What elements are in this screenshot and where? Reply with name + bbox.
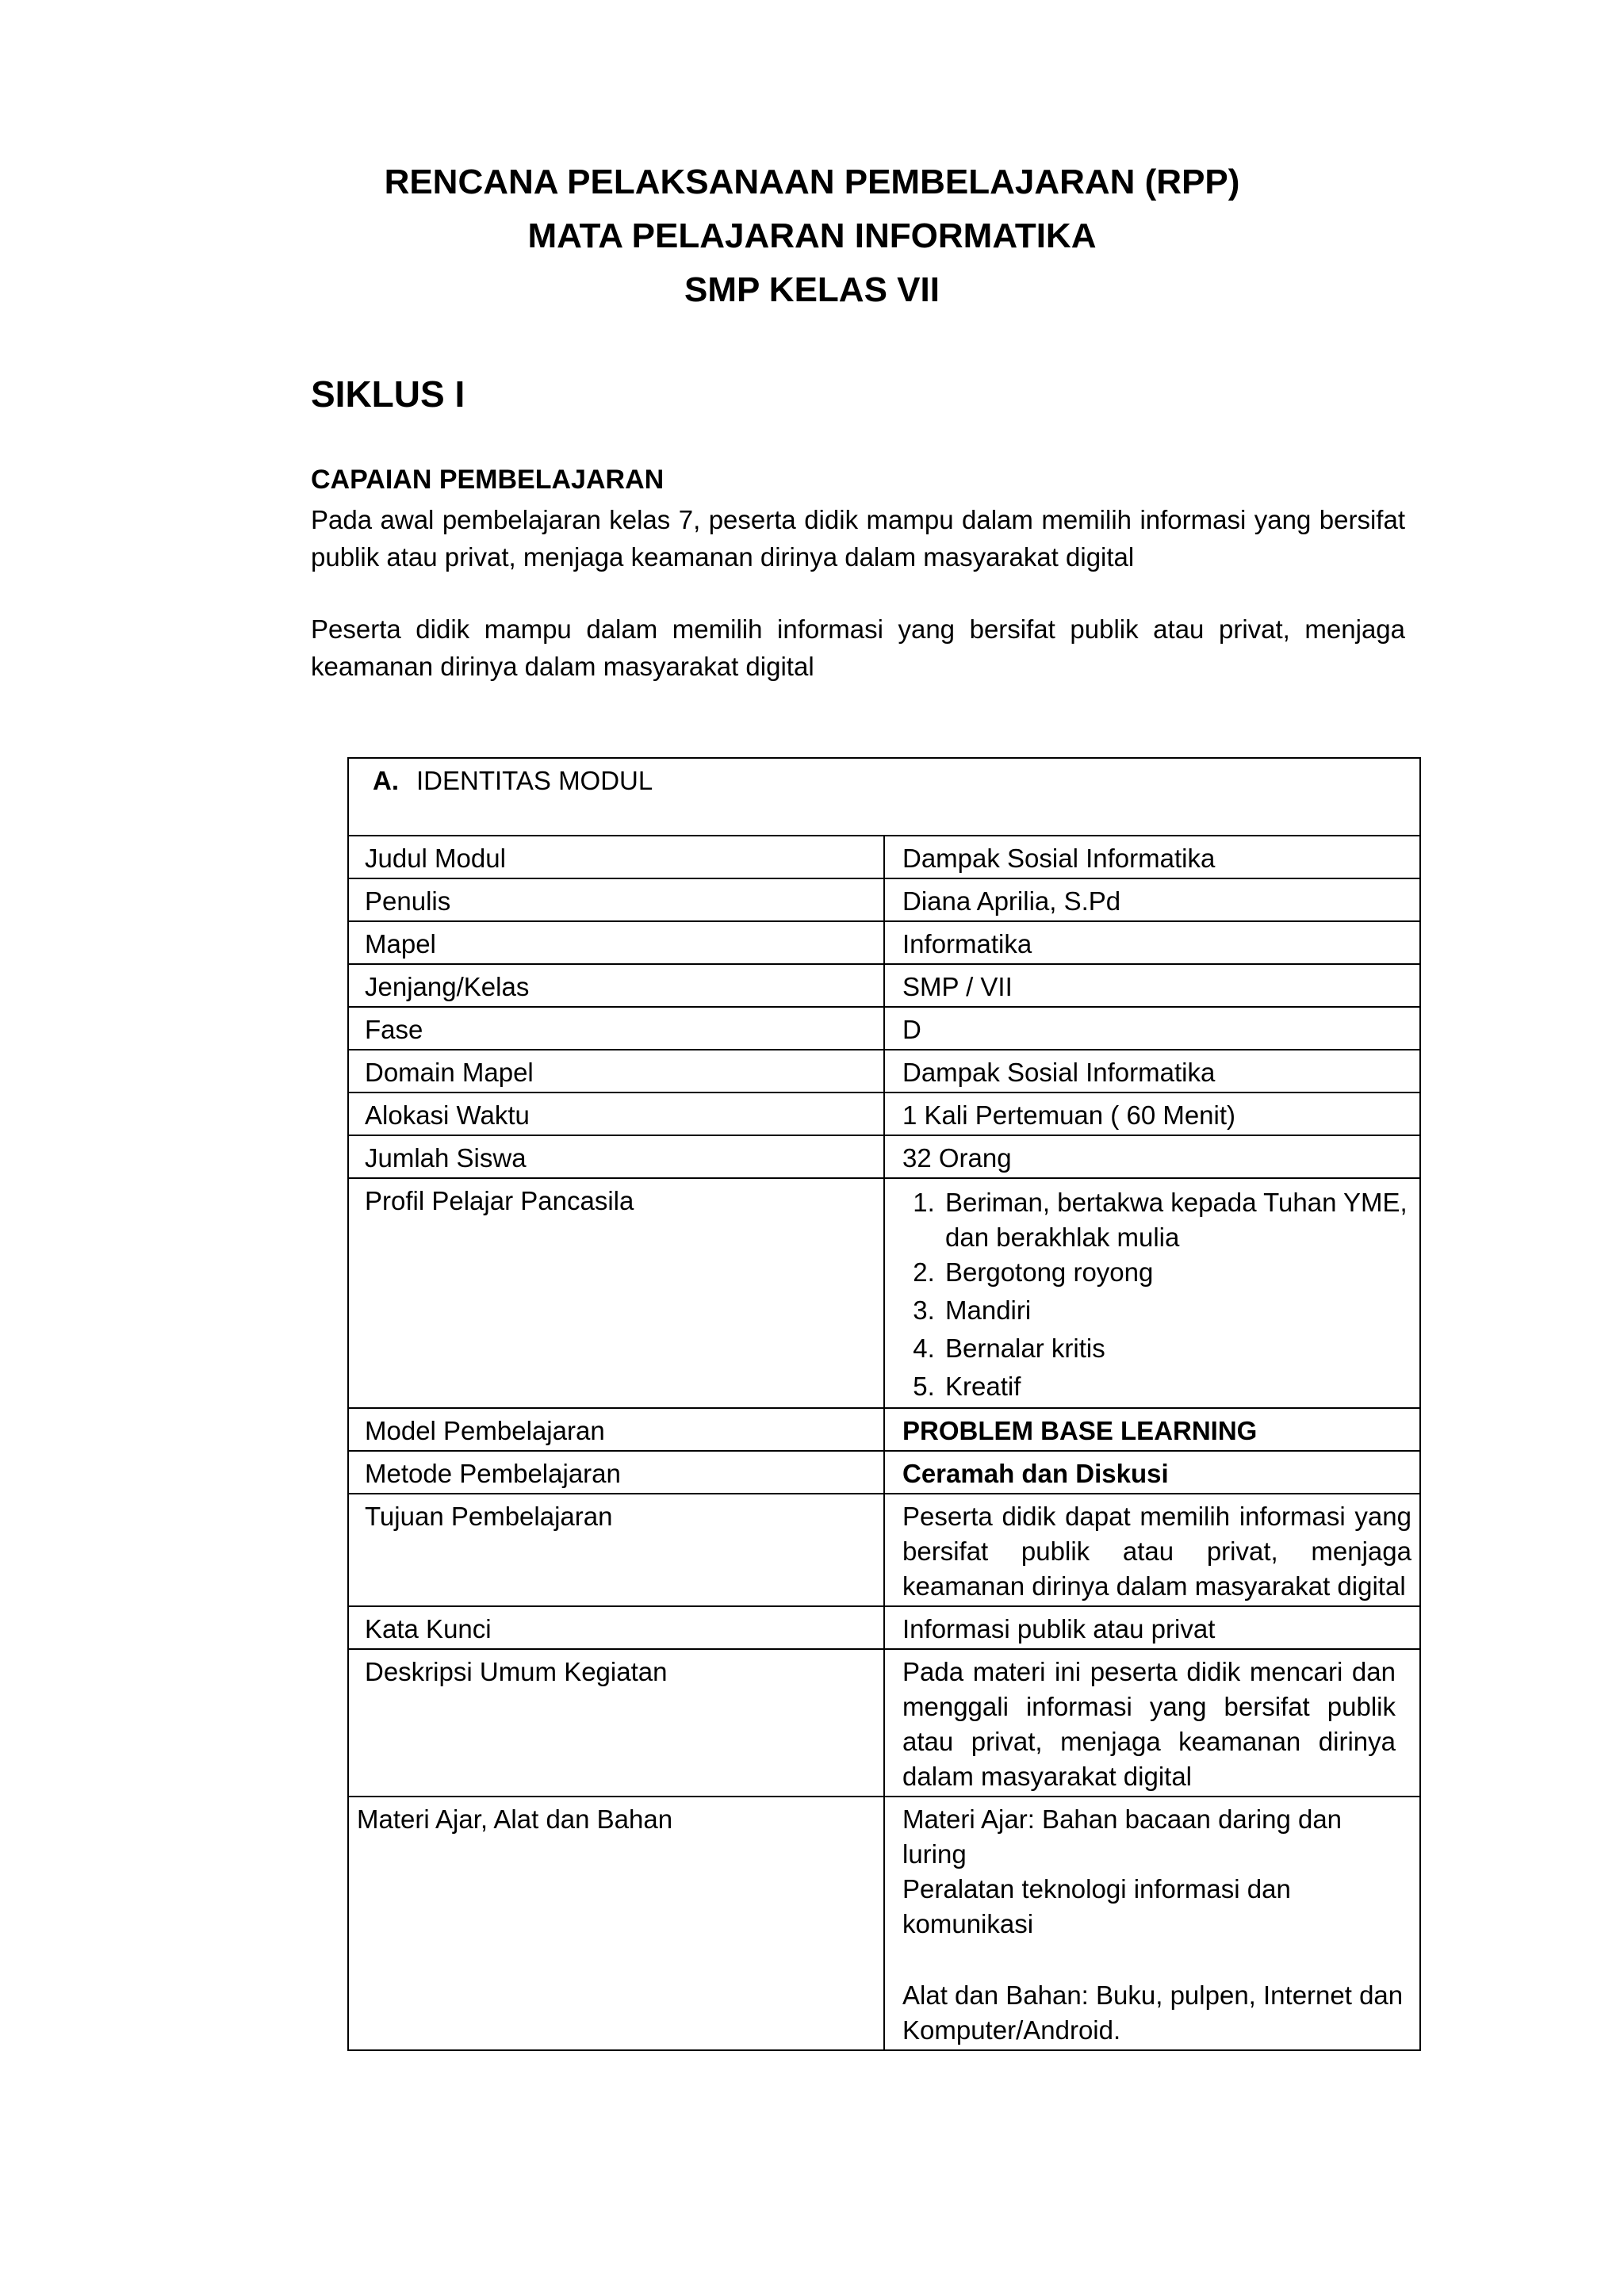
- row-label: Model Pembelajaran: [348, 1408, 884, 1451]
- materi-line-3: Alat dan Bahan: Buku, pulpen, Internet dan: [902, 1980, 1404, 2010]
- siklus-heading: SIKLUS I: [311, 373, 465, 415]
- row-value: Peserta didik dapat memilih informasi yang bersifat publik atau privat, menjaga keamanan dirinya dalam masyarakat digital: [884, 1494, 1420, 1606]
- table-row: [348, 1408, 1420, 1451]
- row-value: Dampak Sosial Informatika: [884, 836, 1420, 878]
- row-value: 32 Orang: [884, 1135, 1420, 1178]
- profil-list: [902, 1184, 1411, 1406]
- table-row: [348, 1606, 1420, 1649]
- row-value: Ceramah dan Diskusi: [884, 1451, 1420, 1494]
- row-value: Informatika: [884, 921, 1420, 964]
- row-label: Tujuan Pembelajaran: [348, 1494, 884, 1606]
- row-label: Judul Modul: [348, 836, 884, 878]
- title-line-3: SMP KELAS VII: [684, 270, 940, 309]
- section-header-cell: [348, 758, 1420, 836]
- materi-cell: [884, 1797, 1420, 2050]
- table-row: [348, 1007, 1420, 1050]
- row-value: Informasi publik atau privat: [884, 1606, 1420, 1649]
- table-row: [348, 1135, 1420, 1178]
- table-row: [348, 1178, 1420, 1408]
- row-label: Penulis: [348, 878, 884, 921]
- capaian-paragraph-1: Pada awal pembelajaran kelas 7, peserta didik mampu dalam memilih informasi yang bersifat publik atau privat, menjaga keamanan dirinya dalam masyarakat digital: [311, 505, 1405, 572]
- table-row: [348, 1093, 1420, 1135]
- table-row: [348, 964, 1420, 1007]
- capaian-heading: CAPAIAN PEMBELAJARAN: [311, 465, 665, 495]
- materi-line-2: Peralatan teknologi informasi dan komunikasi: [902, 1874, 1291, 1938]
- table-row: [348, 878, 1420, 921]
- table-row: [348, 921, 1420, 964]
- table-row: [348, 1649, 1420, 1797]
- materi-line-1: Materi Ajar: Bahan bacaan daring dan luring: [902, 1804, 1342, 1869]
- row-label: Profil Pelajar Pancasila: [348, 1178, 884, 1408]
- row-label: Mapel: [348, 921, 884, 964]
- row-label: Jenjang/Kelas: [348, 964, 884, 1007]
- table-row: [348, 1494, 1420, 1606]
- profil-item-4: Bernalar kritis: [945, 1334, 1105, 1363]
- list-item: [942, 1368, 1411, 1406]
- section-title: IDENTITAS MODUL: [416, 766, 653, 795]
- row-label: Jumlah Siswa: [348, 1135, 884, 1178]
- profil-item-1: Beriman, bertakwa kepada Tuhan YME,: [945, 1188, 1408, 1217]
- profil-item-3: Mandiri: [945, 1295, 1032, 1325]
- profil-item-5: Kreatif: [945, 1372, 1021, 1401]
- list-item: [942, 1184, 1411, 1253]
- table-row: [348, 1797, 1420, 2050]
- document-title: [0, 155, 1624, 317]
- profil-list-cell: [884, 1178, 1420, 1408]
- table-row: [348, 1451, 1420, 1494]
- row-value: D: [884, 1007, 1420, 1050]
- row-value: Diana Aprilia, S.Pd: [884, 878, 1420, 921]
- profil-item-1-continuation: dan berakhlak mulia: [945, 1223, 1180, 1252]
- row-value: PROBLEM BASE LEARNING: [884, 1408, 1420, 1451]
- title-line-2: MATA PELAJARAN INFORMATIKA: [527, 216, 1097, 255]
- row-label: Domain Mapel: [348, 1050, 884, 1093]
- profil-item-2: Bergotong royong: [945, 1257, 1154, 1287]
- identitas-modul-table: [347, 757, 1421, 2051]
- table-row: [348, 1050, 1420, 1093]
- row-label: Fase: [348, 1007, 884, 1050]
- row-label: Deskripsi Umum Kegiatan: [348, 1649, 884, 1797]
- table-row: [348, 758, 1420, 836]
- row-value: SMP / VII: [884, 964, 1420, 1007]
- list-item: [942, 1253, 1411, 1292]
- row-label: Metode Pembelajaran: [348, 1451, 884, 1494]
- table-row: [348, 836, 1420, 878]
- row-value: 1 Kali Pertemuan ( 60 Menit): [884, 1093, 1420, 1135]
- list-item: [942, 1330, 1411, 1368]
- capaian-paragraph-2: Peserta didik mampu dalam memilih informasi yang bersifat publik atau privat, menjaga keamanan dirinya dalam masyarakat digital: [311, 614, 1405, 681]
- materi-line-4: Komputer/Android.: [902, 2015, 1121, 2045]
- row-label: Kata Kunci: [348, 1606, 884, 1649]
- list-item: [942, 1292, 1411, 1330]
- row-label: Alokasi Waktu: [348, 1093, 884, 1135]
- section-letter: A.: [373, 766, 399, 795]
- title-line-1: RENCANA PELAKSANAAN PEMBELAJARAN (RPP): [384, 163, 1240, 201]
- row-value: Dampak Sosial Informatika: [884, 1050, 1420, 1093]
- row-label: Materi Ajar, Alat dan Bahan: [348, 1797, 884, 2050]
- row-value: Pada materi ini peserta didik mencari dan menggali informasi yang bersifat publik atau privat, menjaga keamanan dirinya dalam masyarakat digital: [884, 1649, 1420, 1797]
